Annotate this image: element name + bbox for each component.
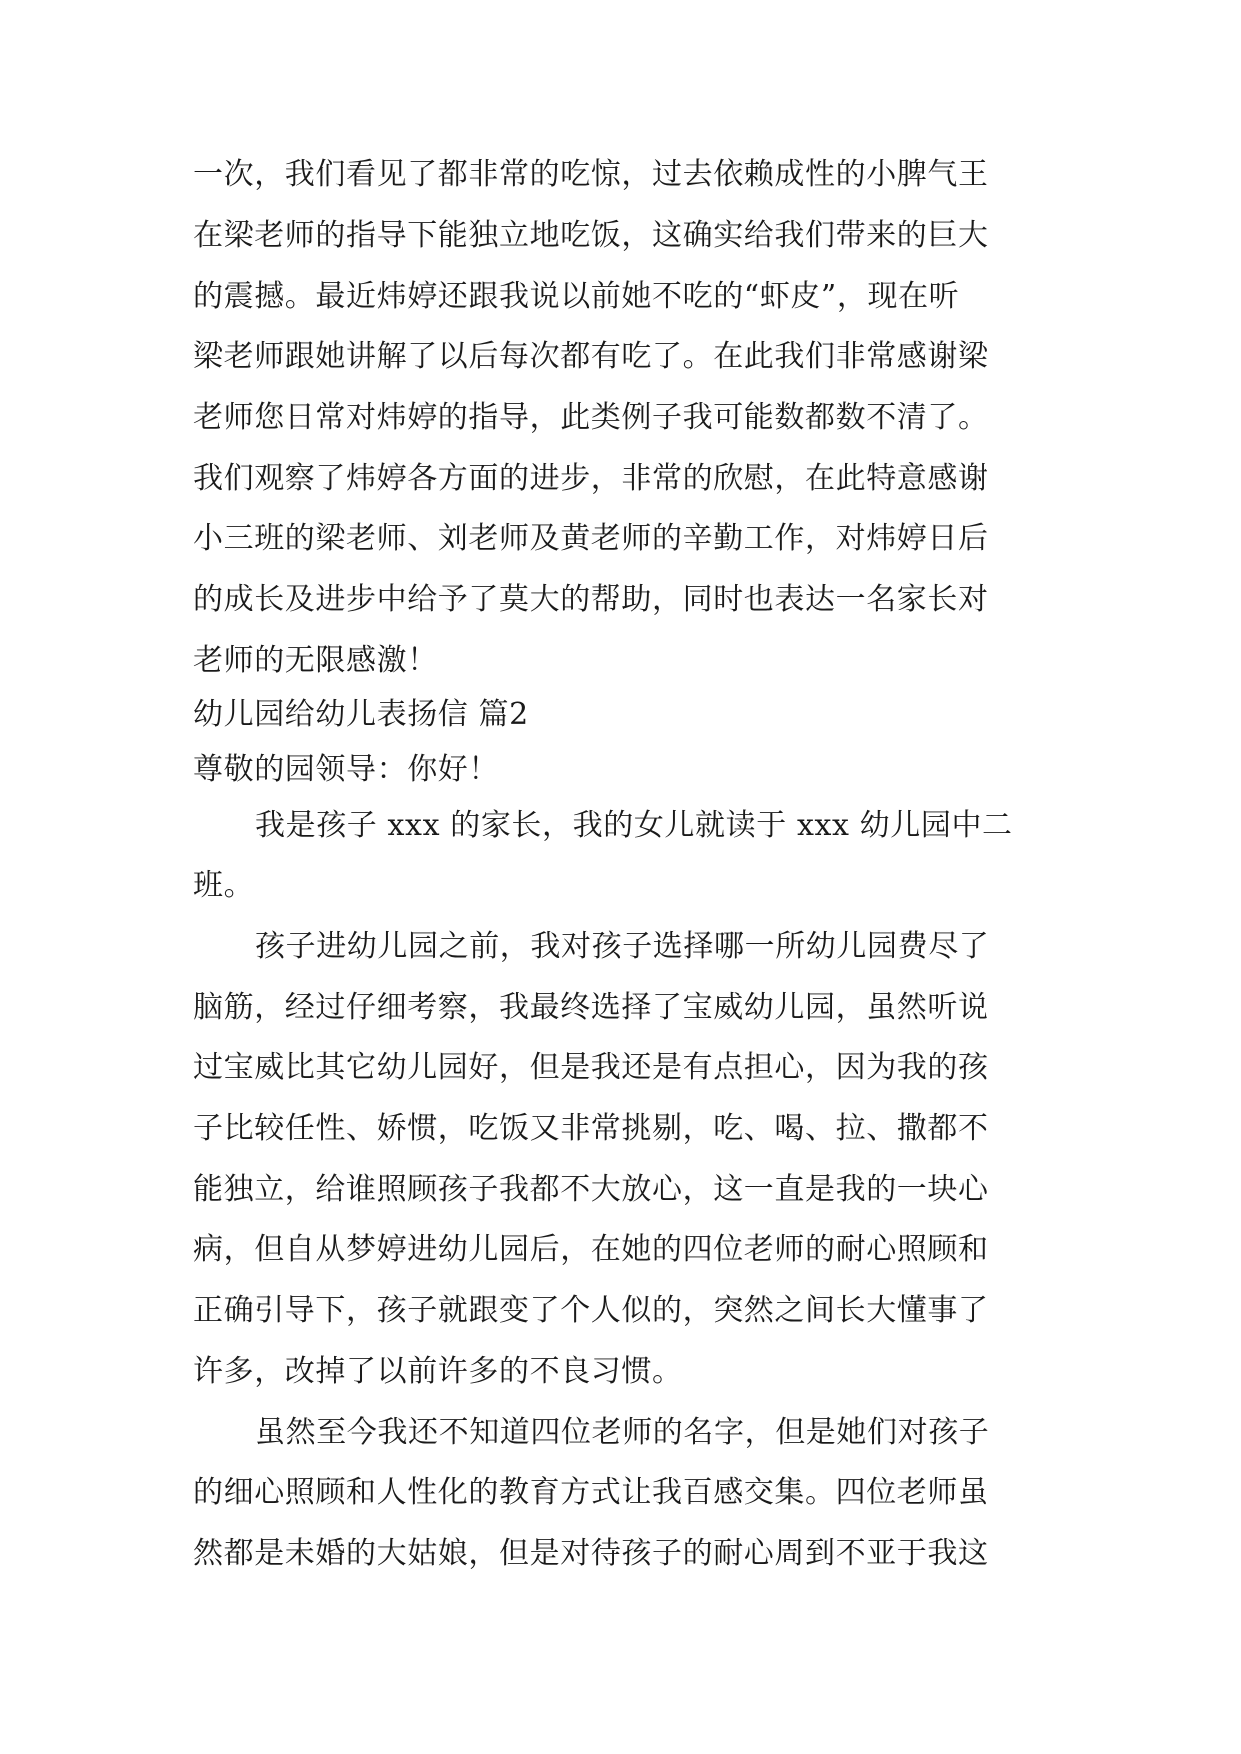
body-text-line: 小三班的梁老师、刘老师及黄老师的辛勤工作，对炜婷日后 (193, 521, 989, 556)
salutation: 尊敬的园领导：你好！ (193, 752, 499, 787)
body-text-line: 许多，改掉了以前许多的不良习惯。 (193, 1354, 683, 1389)
body-text-line: 正确引导下，孩子就跟变了个人似的，突然之间长大懂事了 (193, 1293, 989, 1328)
body-text-line: 在梁老师的指导下能独立地吃饭，这确实给我们带来的巨大 (193, 218, 989, 253)
paragraph-start-line: 我是孩子 xxx 的家长，我的女儿就读于 xxx 幼儿园中二 (255, 808, 1013, 843)
section-heading: 幼儿园给幼儿表扬信 篇2 (193, 697, 529, 732)
body-text-line: 班。 (193, 868, 255, 903)
body-text-line: 老师您日常对炜婷的指导，此类例子我可能数都数不清了。 (193, 400, 989, 435)
body-text-line: 的细心照顾和人性化的教育方式让我百感交集。四位老师虽 (193, 1475, 989, 1510)
body-text-line: 子比较任性、娇惯，吃饭又非常挑剔，吃、喝、拉、撒都不 (193, 1111, 989, 1146)
paragraph-start-line: 孩子进幼儿园之前，我对孩子选择哪一所幼儿园费尽了 (255, 929, 990, 964)
body-text-line: 老师的无限感激！ (193, 643, 438, 678)
body-text-line: 的成长及进步中给予了莫大的帮助，同时也表达一名家长对 (193, 582, 989, 617)
body-text-line: 过宝威比其它幼儿园好，但是我还是有点担心，因为我的孩 (193, 1050, 989, 1085)
body-text-line: 梁老师跟她讲解了以后每次都有吃了。在此我们非常感谢梁 (193, 339, 989, 374)
body-text-line: 的震撼。最近炜婷还跟我说以前她不吃的“虾皮”，现在听 (193, 279, 960, 314)
body-text-line: 能独立，给谁照顾孩子我都不大放心，这一直是我的一块心 (193, 1172, 989, 1207)
body-text-line: 然都是未婚的大姑娘，但是对待孩子的耐心周到不亚于我这 (193, 1536, 989, 1571)
paragraph-start-line: 虽然至今我还不知道四位老师的名字，但是她们对孩子 (255, 1415, 990, 1450)
body-text-line: 我们观察了炜婷各方面的进步，非常的欣慰，在此特意感谢 (193, 461, 989, 496)
body-text-line: 一次，我们看见了都非常的吃惊，过去依赖成性的小脾气王 (193, 157, 989, 192)
body-text-line: 脑筋，经过仔细考察，我最终选择了宝威幼儿园，虽然听说 (193, 990, 989, 1025)
body-text-line: 病，但自从梦婷进幼儿园后，在她的四位老师的耐心照顾和 (193, 1232, 989, 1267)
